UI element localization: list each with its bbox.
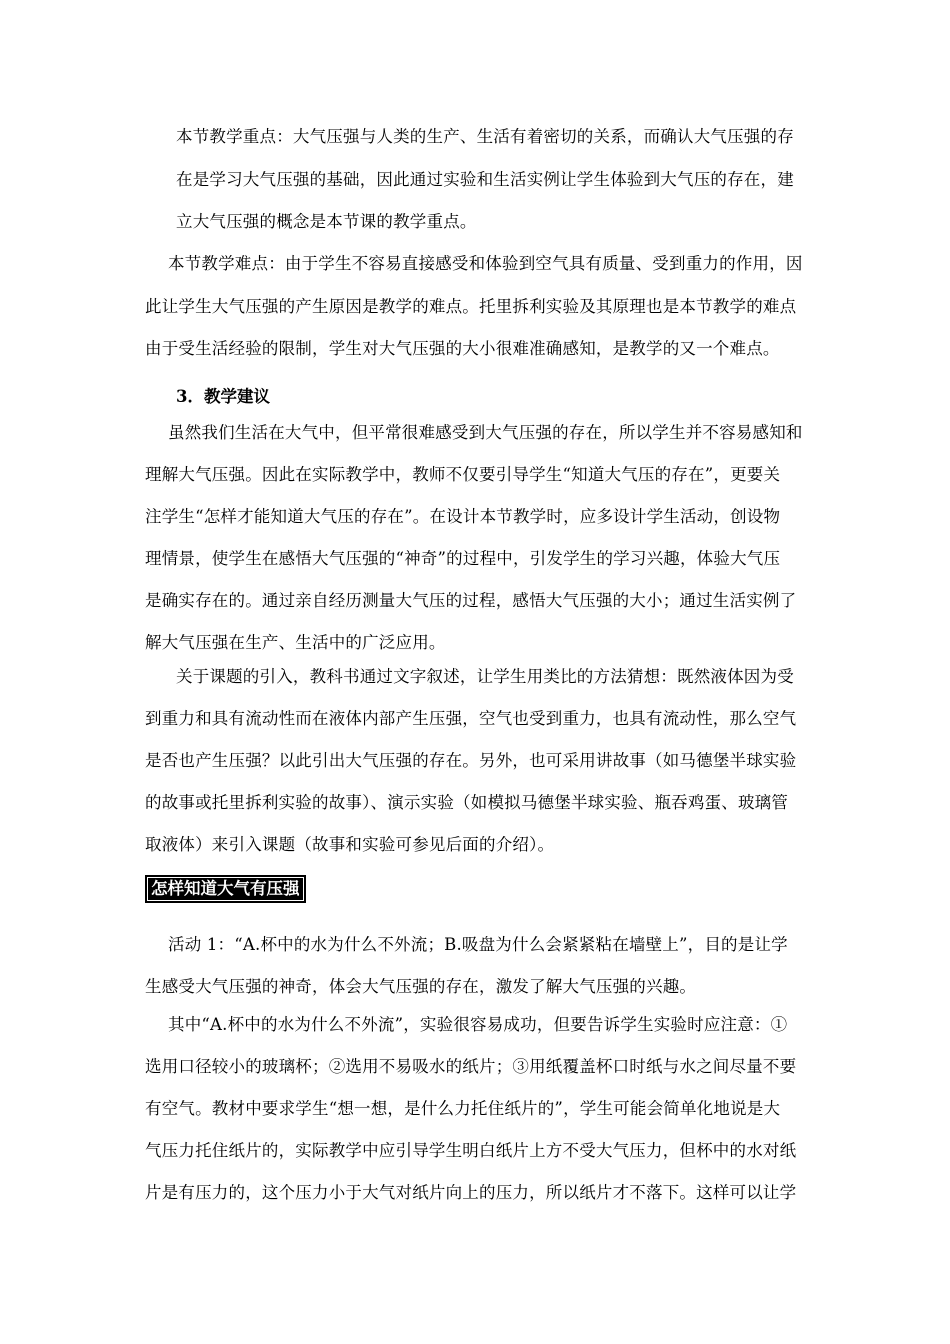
difficult-points-line-2: 此让学生大气压强的产生原因是教学的难点。托里拆利实验及其原理也是本节教学的难点 xyxy=(145,297,797,316)
section-p1-line-1: 活动 1：“A.杯中的水为什么不外流；B.吸盘为什么会紧紧粘在墙壁上”，目的是让学 xyxy=(168,935,788,954)
suggestions-p1-line-3: 注学生“怎样才能知道大气压的存在”。在设计本节教学时，应多设计学生活动，创设物 xyxy=(145,507,781,526)
section-title-box: 怎样知道大气有压强 xyxy=(145,875,306,903)
difficult-points-line-3: 由于受生活经验的限制，学生对大气压强的大小很难准确感知，是教学的又一个难点。 xyxy=(145,339,780,358)
suggestions-p1-line-4: 理情景，使学生在感悟大气压强的“神奇”的过程中，引发学生的学习兴趣，体验大气压 xyxy=(145,549,781,568)
suggestions-p1-line-6: 解大气压强在生产、生活中的广泛应用。 xyxy=(145,633,446,652)
suggestions-p1-line-1: 虽然我们生活在大气中，但平常很难感受到大气压强的存在，所以学生并不容易感知和 xyxy=(168,423,803,442)
section-p2-line-5: 片是有压力的，这个压力小于大气对纸片向上的压力，所以纸片才不落下。这样可以让学 xyxy=(145,1183,797,1202)
suggestions-p2-line-2: 到重力和具有流动性而在液体内部产生压强，空气也受到重力，也具有流动性，那么空气 xyxy=(145,709,797,728)
section-p2-line-1: 其中“A.杯中的水为什么不外流”，实验很容易成功，但要告诉学生实验时应注意：① xyxy=(168,1015,788,1034)
suggestions-p1-line-2: 理解大气压强。因此在实际教学中，教师不仅要引导学生“知道大气压的存在”，更要关 xyxy=(145,465,781,484)
suggestions-p2-line-5: 取液体）来引入课题（故事和实验可参见后面的介绍）。 xyxy=(145,835,555,854)
section-p1-line-2: 生感受大气压强的神奇，体会大气压强的存在，激发了解大气压强的兴趣。 xyxy=(145,977,697,996)
suggestions-p2-line-3: 是否也产生压强？以此引出大气压强的存在。另外，也可采用讲故事（如马德堡半球实验 xyxy=(145,751,797,770)
key-points-line-1: 本节教学重点：大气压强与人类的生产、生活有着密切的关系，而确认大气压强的存 xyxy=(176,127,794,146)
difficult-points-line-1: 本节教学难点：由于学生不容易直接感受和体验到空气具有质量、受到重力的作用，因 xyxy=(168,254,803,273)
suggestions-p2-line-1: 关于课题的引入，教科书通过文字叙述，让学生用类比的方法猜想：既然液体因为受 xyxy=(176,667,794,686)
section-p2-line-3: 有空气。教材中要求学生“想一想，是什么力托住纸片的”，学生可能会简单化地说是大 xyxy=(145,1099,781,1118)
suggestions-p1-line-5: 是确实存在的。通过亲自经历测量大气压的过程，感悟大气压强的大小；通过生活实例了 xyxy=(145,591,797,610)
section-p2-line-2: 选用口径较小的玻璃杯；②选用不易吸水的纸片；③用纸覆盖杯口时纸与水之间尽量不要 xyxy=(145,1057,797,1076)
teaching-suggestions-heading: 3．教学建议 xyxy=(176,387,270,406)
section-p2-line-4: 气压力托住纸片的，实际教学中应引导学生明白纸片上方不受大气压力，但杯中的水对纸 xyxy=(145,1141,797,1160)
key-points-line-3: 立大气压强的概念是本节课的教学重点。 xyxy=(176,212,477,231)
key-points-line-2: 在是学习大气压强的基础，因此通过实验和生活实例让学生体验到大气压的存在，建 xyxy=(176,170,794,189)
suggestions-p2-line-4: 的故事或托里拆利实验的故事）、演示实验（如模拟马德堡半球实验、瓶吞鸡蛋、玻璃管 xyxy=(145,793,789,812)
